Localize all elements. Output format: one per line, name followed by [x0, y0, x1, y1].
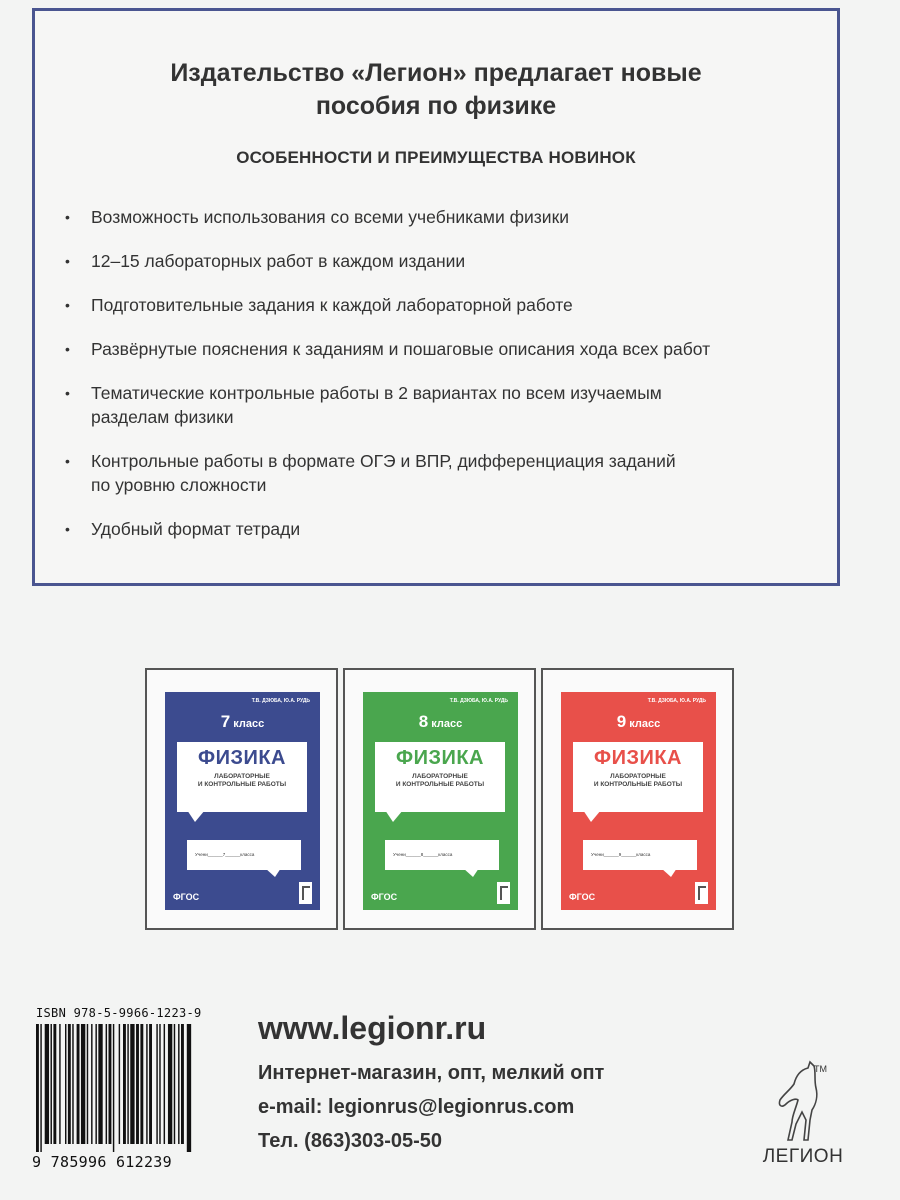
book-desc: ЛАБОРАТОРНЫЕ И КОНТРОЛЬНЫЕ РАБОТЫ [197, 773, 287, 788]
barcode-digits: 9 785996 612239 [32, 1153, 172, 1171]
book-grade: 7 класс [220, 712, 265, 731]
book-subject: ФИЗИКА [594, 747, 682, 769]
book-desc: ЛАБОРАТОРНЫЕ И КОНТРОЛЬНЫЕ РАБОТЫ [593, 773, 683, 788]
book-cover-7 [165, 692, 320, 910]
email-link[interactable]: e-mail: legionrus@legionrus.com [258, 1096, 575, 1118]
feature-item: • Подготовительные задания к каждой лабораторной работе [65, 295, 573, 315]
book-standard: ФГОС [569, 892, 596, 902]
name-label: Учени______9______класса [583, 840, 697, 870]
bullet-icon: • [65, 385, 70, 401]
publisher-logo [748, 1060, 858, 1170]
book-subject: ФИЗИКА [396, 747, 484, 769]
feature-item: • Развёрнутые пояснения к заданиям и пошаговые описания хода всех работ [65, 339, 711, 359]
book-standard: ФГОС [371, 892, 398, 902]
label-tail [661, 868, 677, 877]
isbn-label: ISBN 978-5-9966-1223-9 [36, 1006, 202, 1020]
book-authors: Т.В. ДЗЮБА, Ю.А. РУДЬ [251, 698, 310, 704]
book-cover-9 [561, 692, 716, 910]
book-subject: ФИЗИКА [198, 747, 286, 769]
book-cover-8 [363, 692, 518, 910]
book-frame [145, 668, 338, 930]
book-grade: 8 класс [418, 712, 463, 731]
bullet-icon: • [65, 453, 70, 469]
book-authors: Т.В. ДЗЮБА, Ю.А. РУДЬ [647, 698, 706, 704]
label-tail [265, 868, 281, 877]
barcode-icon [34, 1024, 240, 1152]
feature-item: • Тематические контрольные работы в 2 вариантах по всем изучаемым разделам физики [65, 383, 662, 427]
bubble-tail [385, 810, 403, 822]
book-authors: Т.В. ДЗЮБА, Ю.А. РУДЬ [449, 698, 508, 704]
bullet-icon: • [65, 209, 70, 225]
bullet-icon: • [65, 341, 70, 357]
features-list [61, 205, 801, 541]
bubble-tail [187, 810, 205, 822]
bullet-icon: • [65, 521, 70, 537]
shop-info: Интернет-магазин, опт, мелкий опт [258, 1062, 605, 1084]
feature-item: • Возможность использования со всеми учебниками физики [65, 207, 570, 227]
publisher-mini-icon [695, 882, 708, 904]
book-grade: 9 класс [616, 712, 661, 731]
book-standard: ФГОС [173, 892, 200, 902]
book-desc: ЛАБОРАТОРНЫЕ И КОНТРОЛЬНЫЕ РАБОТЫ [395, 773, 485, 788]
feature-item: • Контрольные работы в формате ОГЭ и ВПР, дифференциация заданий по уровню сложности [65, 451, 676, 495]
title-bubble [177, 742, 307, 812]
bullet-icon: • [65, 253, 70, 269]
book-frame [541, 668, 734, 930]
publisher-mini-icon [299, 882, 312, 904]
title-bubble [573, 742, 703, 812]
book-frame [343, 668, 536, 930]
publisher-name: ЛЕГИОН [762, 1146, 844, 1167]
books-row [0, 668, 900, 930]
label-tail [463, 868, 479, 877]
name-label: Учени______7______класса [187, 840, 301, 870]
promo-box [32, 8, 840, 586]
bullet-icon: • [65, 297, 70, 313]
feature-item: • 12–15 лабораторных работ в каждом издании [65, 251, 466, 271]
bubble-tail [583, 810, 601, 822]
website-link[interactable]: www.legionr.ru [258, 1010, 487, 1046]
name-label: Учени______8______класса [385, 840, 499, 870]
publisher-mini-icon [497, 882, 510, 904]
trademark: TM [814, 1064, 827, 1074]
horse-icon [770, 1060, 840, 1146]
promo-subtitle: ОСОБЕННОСТИ И ПРЕИМУЩЕСТВА НОВИНОК [236, 148, 636, 167]
promo-title: Издательство «Легион» предлагает новые пособия по физике [170, 59, 702, 120]
phone-number: Тел. (863)303-05-50 [258, 1130, 443, 1152]
title-bubble [375, 742, 505, 812]
feature-item: • Удобный формат тетради [65, 519, 301, 539]
